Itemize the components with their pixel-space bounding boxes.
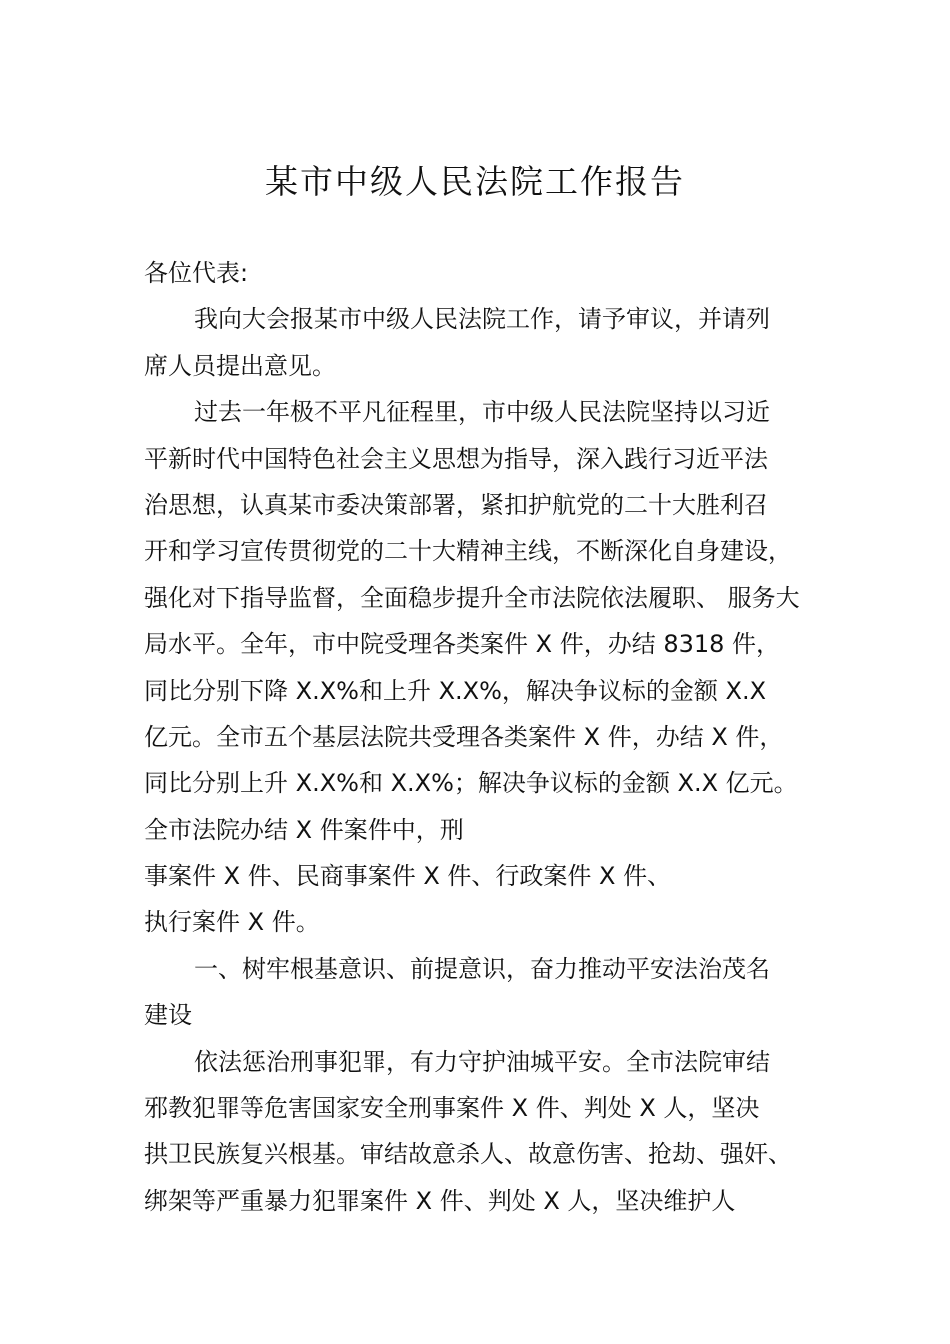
body-line: 全市法院办结 X 件案件中，刑: [144, 815, 464, 844]
body-line: 邪教犯罪等危害国家安全刑事案件 X 件、判处 X 人，坚决: [144, 1094, 760, 1123]
document-body: [144, 250, 816, 1224]
body-line: 席人员提出意见。: [144, 351, 336, 380]
document-title: 某市中级人民法院工作报告: [265, 162, 685, 201]
body-line: 依法惩治刑事犯罪，有力守护油城平安。全市法院审结: [194, 1047, 770, 1076]
body-line: 强化对下指导监督，全面稳步提升全市法院依法履职、 服务大: [144, 583, 800, 612]
body-line: 局水平。全年，市中院受理各类案件 X 件，办结 8318 件，: [144, 630, 781, 659]
body-line: 同比分别下降 X.X%和上升 X.X%，解决争议标的金额 X.X: [144, 676, 767, 705]
body-line: 平新时代中国特色社会主义思想为指导，深入践行习近平法: [144, 444, 768, 473]
body-line: 我向大会报某市中级人民法院工作，请予审议，并请列: [194, 305, 770, 334]
body-line: 绑架等严重暴力犯罪案件 X 件、判处 X 人，坚决维护人: [144, 1186, 736, 1215]
body-line: 拱卫民族复兴根基。审结故意杀人、故意伤害、抢劫、强奸、: [144, 1140, 792, 1169]
body-line: 各位代表:: [144, 259, 249, 287]
body-line: 执行案件 X 件。: [144, 908, 320, 937]
body-line: 治思想，认真某市委决策部署，紧扣护航党的二十大胜利召: [144, 490, 768, 519]
section-heading: 建设: [144, 1001, 192, 1030]
body-line: 开和学习宣传贯彻党的二十大精神主线，不断深化自身建设，: [144, 537, 792, 566]
body-line: 亿元。全市五个基层法院共受理各类案件 X 件，办结 X 件，: [144, 722, 784, 751]
body-line: 过去一年极不平凡征程里，市中级人民法院坚持以习近: [194, 398, 770, 427]
body-line: 事案件 X 件、民商事案件 X 件、行政案件 X 件、: [144, 862, 672, 891]
section-heading: 一、树牢根基意识、前提意识，奋力推动平安法治茂名: [194, 954, 770, 983]
body-line: 同比分别上升 X.X%和 X.X%；解决争议标的金额 X.X 亿元。: [144, 769, 798, 798]
